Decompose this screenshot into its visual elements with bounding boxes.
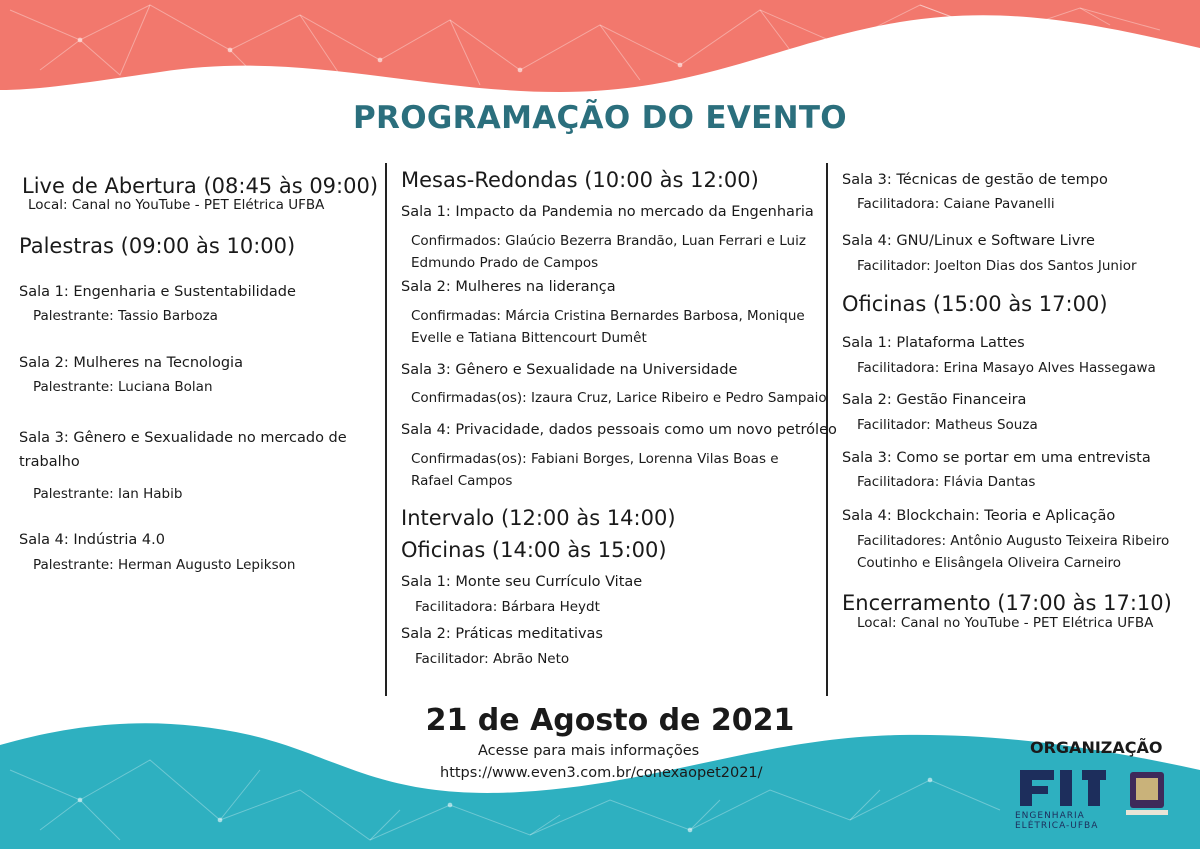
mesa-title: Sala 2: Mulheres na liderança: [401, 279, 616, 295]
mesa-title: Sala 4: Privacidade, dados pessoais como um novo petróleo: [401, 422, 837, 438]
oficina-title: Sala 4: Blockchain: Teoria e Aplicação: [842, 508, 1116, 524]
mesa-participants: Confirmadas(os): Fabiani Borges, Lorenna Vilas Boas e Rafael Campos: [411, 451, 779, 489]
palestra-speaker: Palestrante: Tassio Barboza: [33, 308, 218, 324]
oficinas-heading-1: Oficinas (14:00 às 15:00): [401, 538, 667, 562]
live-heading: Live de Abertura (08:45 às 09:00): [22, 174, 379, 198]
mesa-participants: Confirmadas(os): Izaura Cruz, Larice Ribeiro e Pedro Sampaio: [411, 390, 827, 406]
oficina-facilitator: Facilitadora: Erina Masayo Alves Hassegawa: [857, 360, 1156, 376]
oficina-facilitator: Facilitador: Joelton Dias dos Santos Junior: [857, 258, 1137, 274]
oficina-title: Sala 3: Técnicas de gestão de tempo: [842, 172, 1108, 188]
palestra-title: Sala 2: Mulheres na Tecnologia: [19, 355, 243, 371]
palestra-title: Sala 1: Engenharia e Sustentabilidade: [19, 284, 296, 300]
oficina-facilitator: Facilitador: Abrão Neto: [415, 651, 570, 667]
encerramento-location: Local: Canal no YouTube - PET Elétrica UFBA: [857, 615, 1154, 631]
encerramento-heading: Encerramento (17:00 às 17:10): [842, 591, 1172, 615]
mesa-title: Sala 1: Impacto da Pandemia no mercado da Engenharia: [401, 204, 814, 220]
mesa-participants: Confirmados: Glaúcio Bezerra Brandão, Luan Ferrari e Luiz Edmundo Prado de Campos: [411, 233, 806, 271]
palestra-title: Sala 3: Gênero e Sexualidade no mercado de trabalho: [19, 430, 347, 470]
mesa-title: Sala 3: Gênero e Sexualidade na Universidade: [401, 362, 738, 378]
oficinas-heading-2: Oficinas (15:00 às 17:00): [842, 292, 1108, 316]
top-wave: [0, 0, 1200, 92]
event-url[interactable]: https://www.even3.com.br/conexaopet2021/: [440, 765, 763, 781]
live-location: Local: Canal no YouTube - PET Elétrica UFBA: [28, 197, 325, 213]
mesas-heading: Mesas-Redondas (10:00 às 12:00): [401, 168, 759, 192]
oficina-facilitator: Facilitadora: Flávia Dantas: [857, 474, 1036, 490]
info-label: Acesse para mais informações: [478, 743, 700, 759]
oficina-title: Sala 4: GNU/Linux e Software Livre: [842, 233, 1095, 249]
event-date: 21 de Agosto de 2021: [425, 703, 795, 738]
palestra-speaker: Palestrante: Ian Habib: [33, 486, 183, 502]
logo-caption: ENGENHARIA ELÉTRICA-UFBA: [1015, 811, 1099, 831]
oficina-facilitator: Facilitadores: Antônio Augusto Teixeira Ribeiro Coutinho e Elisângela Oliveira Carneiro: [857, 533, 1170, 571]
oficina-title: Sala 2: Práticas meditativas: [401, 626, 603, 642]
mesa-participants: Confirmadas: Márcia Cristina Bernardes Barbosa, Monique Evelle e Tatiana Bittencourt Dumêt: [411, 308, 805, 346]
palestra-speaker: Palestrante: Herman Augusto Lepikson: [33, 557, 296, 573]
palestras-heading: Palestras (09:00 às 10:00): [19, 234, 296, 258]
column-divider-left: [385, 163, 387, 696]
page-title: PROGRAMAÇÃO DO EVENTO: [353, 100, 847, 136]
oficina-facilitator: Facilitadora: Bárbara Heydt: [415, 599, 600, 615]
palestra-speaker: Palestrante: Luciana Bolan: [33, 379, 213, 395]
oficina-title: Sala 2: Gestão Financeira: [842, 392, 1027, 408]
intervalo-heading: Intervalo (12:00 às 14:00): [401, 506, 676, 530]
oficina-title: Sala 3: Como se portar em uma entrevista: [842, 450, 1151, 466]
oficina-facilitator: Facilitador: Matheus Souza: [857, 417, 1038, 433]
oficina-facilitator: Facilitadora: Caiane Pavanelli: [857, 196, 1055, 212]
organization-label: ORGANIZAÇÃO: [1030, 738, 1163, 757]
palestra-title: Sala 4: Indústria 4.0: [19, 532, 165, 548]
oficina-title: Sala 1: Plataforma Lattes: [842, 335, 1025, 351]
oficina-title: Sala 1: Monte seu Currículo Vitae: [401, 574, 643, 590]
